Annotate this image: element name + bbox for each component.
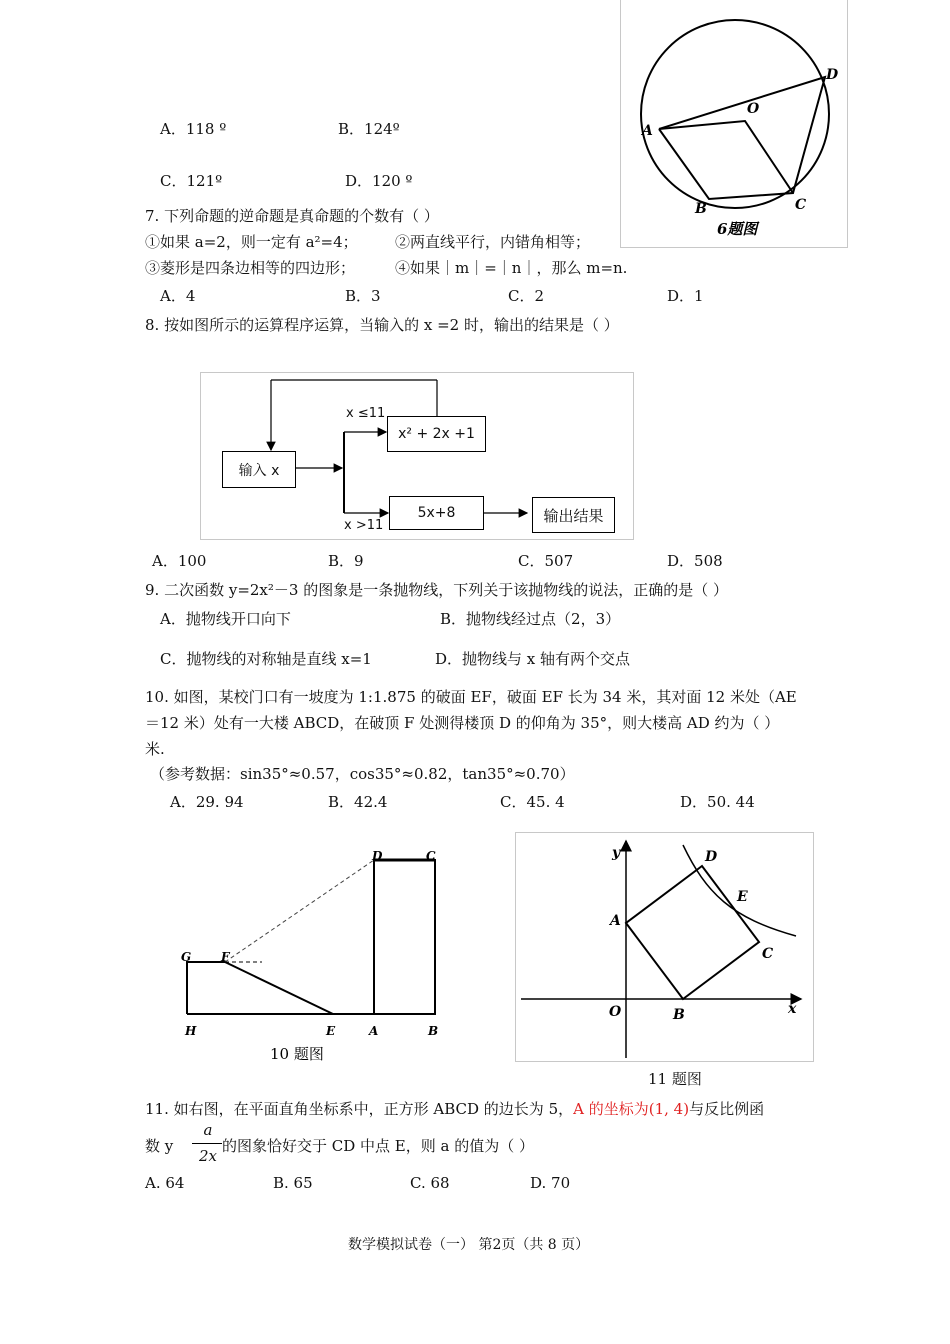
q9-option-d: D．抛物线与 x 轴有两个交点 — [435, 650, 631, 668]
q6-caption: 6题图 — [717, 220, 758, 238]
fraction-denominator: 2x — [198, 1147, 217, 1165]
q7-option-c: C．2 — [508, 287, 545, 305]
q10-option-b: B．42.4 — [328, 793, 388, 811]
q6-option-b: B．124º — [338, 120, 400, 138]
label-o: O — [609, 1004, 622, 1020]
output-box: 输出结果 — [532, 497, 615, 533]
label-b: B — [695, 201, 707, 217]
q7-option-b: B．3 — [345, 287, 381, 305]
cond-bottom: x >11 — [344, 518, 384, 533]
q7-prop-4: ④如果｜m｜=｜n｜，那么 m=n. — [395, 259, 628, 277]
label-d: D — [826, 67, 839, 83]
input-box: 输入 x — [222, 451, 296, 488]
label-d: D — [372, 849, 383, 863]
label-b: B — [673, 1007, 685, 1023]
q11-caption: 11 题图 — [648, 1070, 702, 1088]
q11-option-a: A. 64 — [145, 1174, 185, 1192]
q7-stem: 7. 下列命题的逆命题是真命题的个数有（ ） — [145, 207, 439, 225]
label-a: A — [610, 913, 621, 929]
label-g: G — [181, 950, 192, 964]
q7-option-a: A．4 — [160, 287, 196, 305]
q8-flowchart — [200, 372, 634, 540]
label-e: E — [326, 1024, 336, 1038]
q10-option-c: C．45. 4 — [500, 793, 565, 811]
q7-prop-1: ①如果 a=2，则一定有 a²=4； — [145, 233, 358, 251]
slope-shape — [187, 962, 333, 1014]
cond-top: x ≤11 — [346, 406, 386, 421]
circle — [641, 20, 829, 208]
label-a: A — [369, 1024, 379, 1038]
q9-stem: 9. 二次函数 y=2x²－3 的图象是一条抛物线，下列关于该抛物线的说法，正确的是（ ） — [145, 581, 728, 599]
q9-option-a: A．抛物线开口向下 — [160, 610, 291, 628]
label-o: O — [747, 101, 760, 117]
label-d: D — [705, 849, 718, 865]
q10-figure — [170, 840, 460, 1070]
q8-option-d: D．508 — [667, 552, 723, 570]
expr-top-box: x² + 2x +1 — [387, 416, 486, 452]
q9-option-b: B．抛物线经过点（2，3） — [440, 610, 621, 628]
q10-option-a: A．29. 94 — [170, 793, 244, 811]
q8-option-c: C．507 — [518, 552, 574, 570]
fraction-numerator: a — [203, 1121, 213, 1139]
q10-option-d: D．50. 44 — [680, 793, 755, 811]
label-e: E — [737, 889, 748, 905]
q11-figure — [515, 832, 814, 1062]
q11-coordinate-diagram — [516, 833, 815, 1063]
q10-line-1: 10. 如图，某校门口有一坡度为 1:1.875 的破面 EF，破面 EF 长为 34 米，其对面 12 米处（AE — [145, 688, 797, 706]
q11-line-1-pre: 11. 如右图，在平面直角坐标系中，正方形 ABCD 的边长为 5， — [145, 1100, 574, 1118]
q6-option-c: C．121º — [160, 172, 223, 190]
label-c: C — [762, 946, 774, 962]
label-y: y — [612, 845, 621, 861]
label-c: C — [795, 197, 807, 213]
square-abcd — [626, 866, 759, 999]
q10-caption: 10 题图 — [270, 1045, 324, 1063]
label-f: F — [221, 950, 230, 964]
q8-option-a: A．100 — [152, 552, 207, 570]
q10-line-2: ＝12 米）处有一大楼 ABCD，在破顶 F 处测得楼顶 D 的仰角为 35°，则大楼高 AD 约为（ ） — [145, 714, 780, 732]
q11-line-1-post: 与反比例函 — [689, 1100, 765, 1118]
sight-line — [225, 860, 374, 962]
q9-option-c: C．抛物线的对称轴是直线 x=1 — [160, 650, 372, 668]
label-a: A — [642, 123, 653, 139]
q7-prop-3: ③菱形是四条边相等的四边形； — [145, 259, 356, 277]
q7-prop-2: ②两直线平行，内错角相等； — [395, 233, 591, 251]
q11-option-b: B. 65 — [273, 1174, 313, 1192]
building — [374, 860, 435, 1014]
q10-line-3: 米. — [145, 740, 165, 758]
q11-line-1 — [145, 1098, 764, 1119]
q7-option-d: D．1 — [667, 287, 704, 305]
q11-option-c: C. 68 — [410, 1174, 450, 1192]
fraction-bar — [192, 1143, 222, 1144]
q6-option-d: D．120 º — [345, 172, 413, 190]
label-x: x — [788, 1001, 797, 1017]
q11-point-a-coords: A 的坐标为(1, 4) — [573, 1100, 690, 1118]
label-b: B — [428, 1024, 439, 1038]
label-h: H — [185, 1024, 197, 1038]
label-c: C — [426, 849, 436, 863]
q11-line-2-pre: 数 y — [145, 1137, 174, 1155]
q6-circle-diagram — [621, 0, 849, 249]
q10-reference: （参考数据：sin35°≈0.57，cos35°≈0.82，tan35°≈0.70） — [150, 765, 575, 783]
page-footer: 数学模拟试卷（一） 第2页（共 8 页） — [348, 1237, 590, 1253]
expr-bottom-box: 5x+8 — [389, 496, 484, 530]
q8-stem: 8. 按如图所示的运算程序运算，当输入的 x =2 时，输出的结果是（ ） — [145, 316, 619, 334]
q11-option-d: D. 70 — [530, 1174, 571, 1192]
q6-option-a: A．118 º — [160, 120, 227, 138]
q11-line-2-post: 的图象恰好交于 CD 中点 E，则 a 的值为（ ） — [222, 1137, 535, 1155]
q8-option-b: B．9 — [328, 552, 364, 570]
q6-figure — [620, 0, 848, 248]
